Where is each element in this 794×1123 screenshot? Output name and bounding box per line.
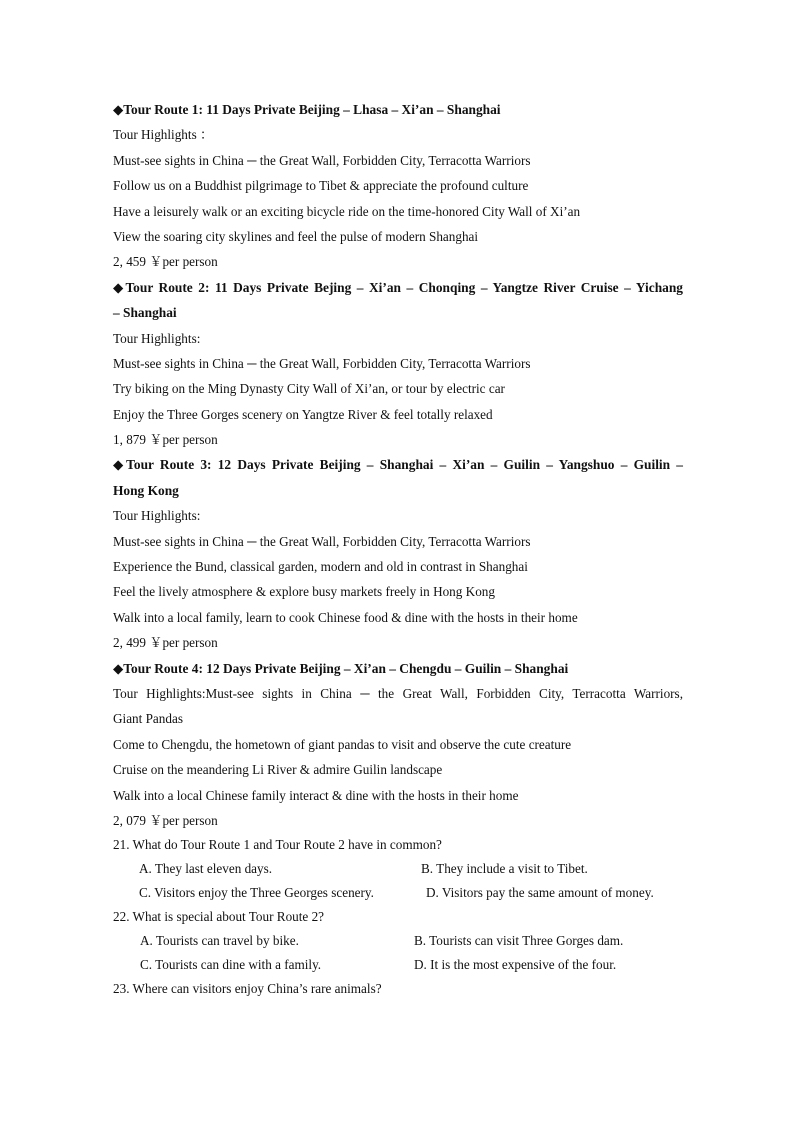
- route-3-highlight-2: Experience the Bund, classical garden, modern and old in contrast in Shanghai: [113, 559, 528, 575]
- route-4-highlights-line-1: Tour Highlights:Must-see sights in China ─ the Great Wall, Forbidden City, Terracotta Warriors,: [113, 685, 683, 701]
- route-1-highlight-4: View the soaring city skylines and feel the pulse of modern Shanghai: [113, 228, 479, 244]
- route-2-title-line-1: ◆Tour Route 2: 11 Days Private Bejing – Xi’an – Chonqing – Yangtze River Cruise – Yichang: [113, 279, 683, 295]
- route-1-highlight-2: Follow us on a Buddhist pilgrimage to Tibet & appreciate the profound culture: [113, 178, 529, 194]
- route-1-price: 2, 459 ￥per person: [113, 254, 218, 270]
- question-21-option-d[interactable]: D. Visitors pay the same amount of money.: [426, 885, 654, 901]
- route-1-highlight-3: Have a leisurely walk or an exciting bicycle ride on the time-honored City Wall of Xi’an: [113, 203, 581, 219]
- route-3-highlights-label: Tour Highlights:: [113, 508, 201, 524]
- route-3-highlight-4: Walk into a local family, learn to cook Chinese food & dine with the hosts in their home: [113, 609, 578, 625]
- route-3-price: 2, 499 ￥per person: [113, 635, 218, 651]
- route-2-highlight-1: Must-see sights in China ─ the Great Wall, Forbidden City, Terracotta Warriors: [113, 355, 531, 371]
- question-21-options-row-1: [113, 857, 683, 881]
- question-21-option-a[interactable]: A. They last eleven days.: [139, 861, 273, 877]
- route-1-highlight-1: Must-see sights in China ─ the Great Wall, Forbidden City, Terracotta Warriors: [113, 152, 531, 168]
- question-21-stem: 21. What do Tour Route 1 and Tour Route 2 have in common?: [113, 837, 442, 853]
- route-1-title: ◆Tour Route 1: 11 Days Private Beijing – Lhasa – Xi’an – Shanghai: [113, 102, 501, 117]
- route-1-highlights-label: Tour Highlights ：: [113, 127, 214, 143]
- question-22-options-row-1: [113, 929, 683, 953]
- route-3-highlight-3: Feel the lively atmosphere & explore busy markets freely in Hong Kong: [113, 584, 495, 600]
- route-2-title-line-2: – Shanghai: [113, 305, 177, 321]
- route-2-highlight-2: Try biking on the Ming Dynasty City Wall of Xi’an, or tour by electric car: [113, 381, 505, 397]
- question-22-option-c[interactable]: C. Tourists can dine with a family.: [140, 957, 322, 973]
- route-2-highlights-label: Tour Highlights:: [113, 330, 201, 346]
- route-4-price: 2, 079 ￥per person: [113, 812, 218, 828]
- route-4-highlights-line-2: Giant Pandas: [113, 711, 183, 727]
- route-4-highlight-3: Walk into a local Chinese family interact & dine with the hosts in their home: [113, 787, 519, 803]
- route-2-highlight-3: Enjoy the Three Gorges scenery on Yangtze River & feel totally relaxed: [113, 406, 493, 422]
- route-4-highlight-2: Cruise on the meandering Li River & admire Guilin landscape: [113, 762, 443, 778]
- route-2-price: 1, 879 ￥per person: [113, 432, 218, 448]
- question-21-options-row-2: [113, 881, 683, 905]
- question-23-stem: 23. Where can visitors enjoy China’s rare animals?: [113, 981, 382, 997]
- question-22-stem: 22. What is special about Tour Route 2?: [113, 909, 325, 925]
- route-3-title-line-2: Hong Kong: [113, 482, 179, 498]
- question-22-option-d[interactable]: D. It is the most expensive of the four.: [414, 957, 617, 973]
- route-4-title: ◆Tour Route 4: 12 Days Private Beijing – Xi’an – Chengdu – Guilin – Shanghai: [113, 660, 569, 676]
- question-21-option-b[interactable]: B. They include a visit to Tibet.: [421, 861, 588, 877]
- question-22-options-row-2: [113, 953, 683, 977]
- route-4-highlight-1: Come to Chengdu, the hometown of giant pandas to visit and observe the cute creature: [113, 736, 572, 752]
- route-3-title-line-1: ◆Tour Route 3: 12 Days Private Beijing – Shanghai – Xi’an – Guilin – Yangshuo – Guilin –: [113, 457, 683, 473]
- document-body: [113, 97, 683, 1001]
- question-21-option-c[interactable]: C. Visitors enjoy the Three Georges scenery.: [139, 885, 374, 901]
- question-22-option-b[interactable]: B. Tourists can visit Three Gorges dam.: [414, 933, 624, 949]
- question-22-option-a[interactable]: A. Tourists can travel by bike.: [140, 933, 299, 949]
- route-3-highlight-1: Must-see sights in China ─ the Great Wall, Forbidden City, Terracotta Warriors: [113, 533, 531, 549]
